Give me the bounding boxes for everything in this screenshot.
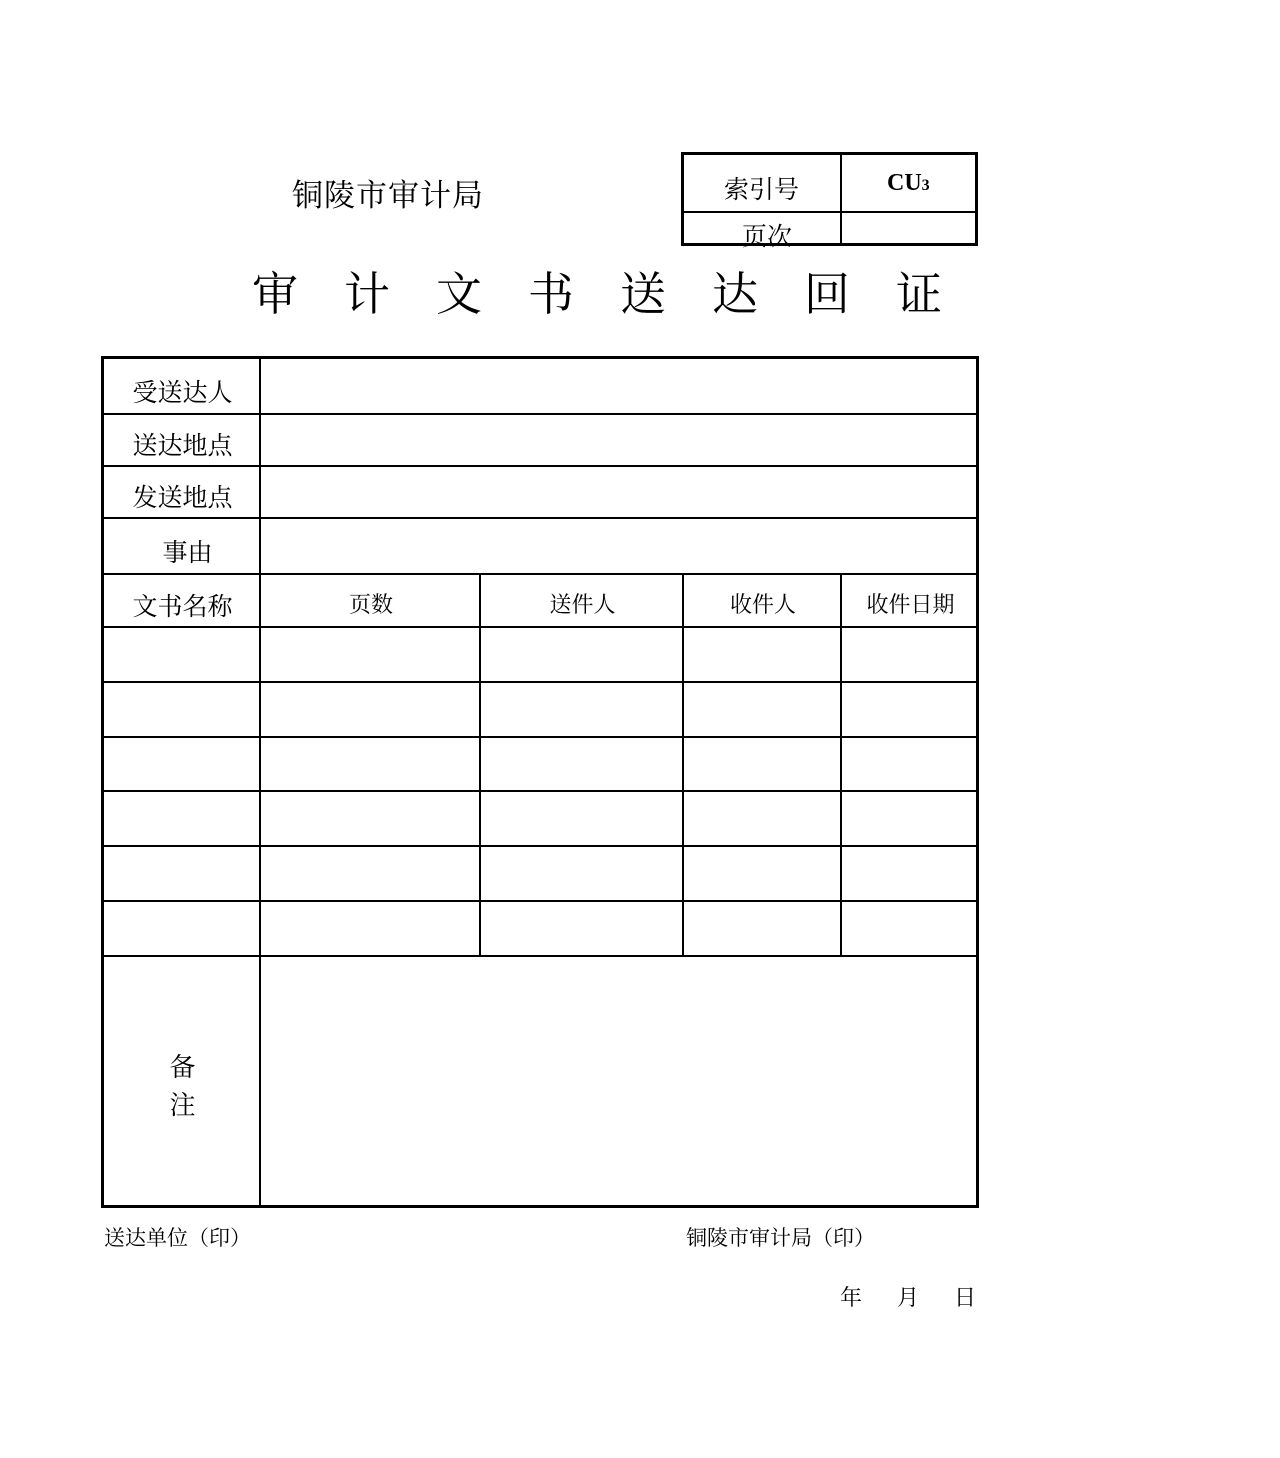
year-label: 年: [840, 1286, 863, 1311]
index-number-main: CU: [887, 170, 922, 196]
index-number-label: 索引号: [724, 175, 800, 204]
row-divider: [104, 736, 976, 738]
row-divider: [104, 681, 976, 683]
send-place-label: 发送地点: [132, 483, 233, 512]
row-divider: [104, 517, 976, 519]
column-divider: [479, 573, 481, 957]
remarks-label-line2: 注: [169, 1091, 196, 1121]
title-char: 审: [252, 267, 298, 321]
title-char: 文: [436, 267, 482, 321]
index-box-divider-horizontal: [684, 211, 975, 213]
index-number-value: [887, 170, 930, 197]
row-divider: [104, 573, 976, 575]
date-line: [840, 1281, 976, 1312]
title-char: 计: [344, 267, 390, 321]
reason-label: 事由: [162, 538, 213, 567]
title-char: 送: [620, 267, 666, 321]
column-header-receiver: 收件人: [729, 593, 796, 618]
title-char: 回: [804, 267, 850, 321]
title-char: 达: [712, 267, 758, 321]
row-divider: [104, 413, 976, 415]
title-char: 证: [896, 267, 942, 321]
column-header-pages: 页数: [348, 593, 393, 618]
column-divider: [840, 573, 842, 957]
recipient-label: 受送达人: [132, 378, 233, 407]
receiver-unit-seal: 铜陵市审计局（印）: [686, 1226, 875, 1250]
index-box-divider-vertical: [840, 155, 842, 243]
row-divider: [104, 626, 976, 628]
column-header-receipt-date: 收件日期: [866, 593, 955, 618]
row-divider: [104, 465, 976, 467]
page-number-label: 页次: [742, 222, 793, 251]
delivery-place-label: 送达地点: [132, 431, 233, 460]
column-divider: [682, 573, 684, 957]
row-divider: [104, 900, 976, 902]
sender-unit-seal: 送达单位（印）: [104, 1226, 251, 1250]
row-divider: [104, 790, 976, 792]
index-box: [681, 152, 978, 251]
title-char: 书: [528, 267, 574, 321]
document-title: [252, 258, 942, 324]
row-divider: [104, 955, 976, 957]
row-divider: [104, 845, 976, 847]
remarks-label-line1: 备: [169, 1053, 196, 1083]
remarks-label: [104, 1049, 261, 1125]
column-header-sender: 送件人: [549, 593, 616, 618]
day-label: 日: [953, 1286, 976, 1311]
document-name-label: 文书名称: [132, 592, 233, 621]
organization-name: 铜陵市审计局: [292, 178, 484, 214]
delivery-form-table: [101, 356, 979, 1208]
month-label: 月: [896, 1286, 919, 1311]
index-number-subscript: 3: [921, 177, 930, 194]
